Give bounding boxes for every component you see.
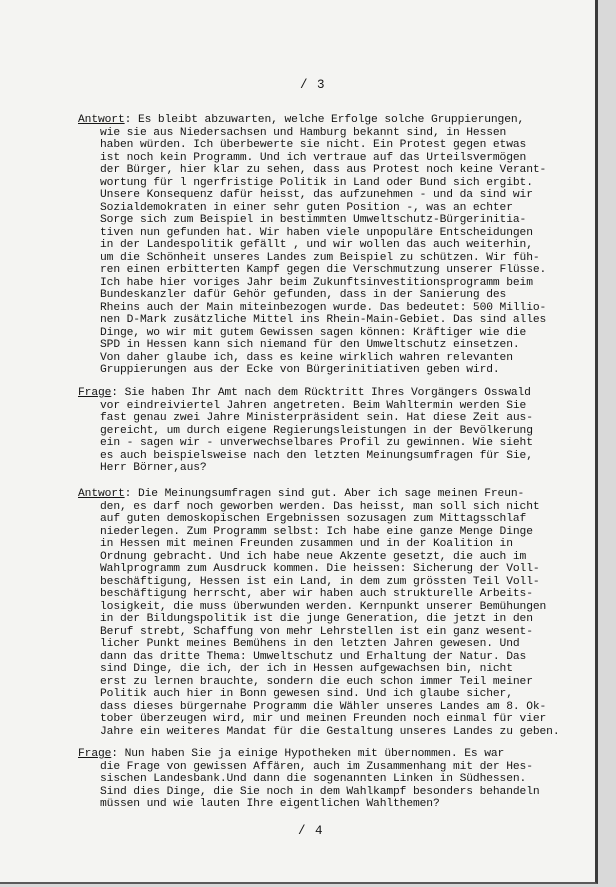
first-line-text: : Sie haben Ihr Amt nach dem Rücktritt Ihres Vorgängers Osswald [111, 387, 531, 399]
text-line: die Frage von gewissen Affären, auch im Zusammenhang mit der Hes- [100, 760, 533, 773]
text-line: ren einen erbitterten Kampf gegen die Verschmutzung unserer Flüsse. [100, 264, 547, 276]
text-line: Rheins auch der Main miteinbezogen wurde. Das bedeutet: 500 Millio- [100, 301, 547, 314]
text-line: sind Dinge, die ich, der ich in Hessen aufgewachsen bin, nicht [100, 663, 513, 675]
text-line: losigkeit, die muss überwunden werden. Kernpunkt unserer Bemühungen [100, 600, 547, 613]
speaker-label: Frage [78, 387, 112, 399]
text-line: sischen Landesbank.Und dann die sogenannten Linken in Südhessen. [100, 773, 527, 785]
text-line: es auch beispielsweise nach den letzten Meinungsumfragen für Sie, [100, 449, 533, 462]
text-line: tober überzeugen wird, mir und meinen Freunden noch einmal für vier [100, 713, 547, 725]
text-line: in der Bildungspolitik ist die junge Generation, die jetzt in den [100, 613, 533, 625]
text-line: beschäftigung, Hessen ist ein Land, in dem zum grössten Teil Voll- [100, 575, 540, 588]
text-line: in Hessen mit meinen Freunden zusammen und in der Koalition in [100, 538, 513, 550]
text-line: tiven nun gefunden hat. Wir haben viele unpopuläre Entscheidungen [100, 226, 533, 239]
text-line: gereicht, um durch eigene Regierungsleistungen in der Bevölkerung [100, 424, 533, 437]
text-line: Ich habe hier voriges Jahr beim Zukunftsinvestitionsprogramm beim [100, 276, 533, 289]
text-line: Herr Börner,aus? [100, 462, 207, 474]
text-line: Gruppierungen aus der Ecke von Bürgerinitiativen geben wird. [100, 364, 500, 376]
speaker-label: Frage [78, 748, 112, 760]
text-line: den, es darf noch geworben werden. Das heisst, man soll sich nicht [100, 500, 540, 513]
text-line: ist noch kein Programm. Und ich vertraue auf das Urteilsvermögen [100, 151, 527, 164]
text-line: licher Punkt meines Bemühens in den letzten Jahren gewesen. Und [100, 638, 520, 650]
text-line: fast genau zwei Jahre Ministerpräsident sein. Hat diese Zeit aus- [100, 412, 533, 424]
text-line: Jahre ein weiteres Mandat für die Gestaltung unseres Landes zu geben. [100, 725, 560, 738]
first-line-text: : Nun haben Sie ja einige Hypotheken mit übernommen. Es war [111, 748, 505, 760]
text-line: Sozialdemokraten in einer sehr guten Position -, was an echter [100, 201, 513, 214]
first-line-text: : Es bleibt abzuwarten, welche Erfolge solche Gruppierungen, [124, 114, 525, 126]
question-block [78, 387, 598, 475]
text-line: Beruf strebt, Schaffung von mehr Lehrstellen ist ein ganz wesent- [100, 625, 533, 638]
first-line [78, 114, 598, 127]
text-line: Wahlprogramm zum Ausdruck kommen. Die heissen: Sicherung der Voll- [100, 563, 540, 575]
first-line [78, 748, 598, 761]
text-line: Sorge sich zum Beispiel in bestimmten Umweltschutz-Bürgerinitia- [100, 214, 527, 226]
speaker-label: Antwort [78, 488, 125, 500]
answer-block [78, 488, 598, 738]
text-line: niederlegen. Zum Programm selbst: Ich habe eine ganze Menge Dinge [100, 525, 533, 538]
text-line: in der Landespolitik gefällt , und wir wollen das auch weiterhin, [100, 239, 533, 251]
text-line: SPD in Hessen kann sich niemand für den Umweltschutz einsetzen. [100, 339, 520, 351]
first-line [78, 387, 598, 400]
question-block [78, 748, 598, 811]
answer-block [78, 114, 598, 377]
text-line: Unsere Konsequenz dafür heisst, das aufzunehmen - und da sind wir [100, 189, 533, 201]
text-line: nen D-Mark zusätzliche Mittel ins Rhein-Main-Gebiet. Das sind alles [100, 314, 547, 326]
text-line: müssen und wie lauten Ihre eigentlichen Wahlthemen? [100, 798, 440, 810]
page-number: / 3 [300, 78, 326, 92]
text-line: der Bürger, hier klar zu sehen, dass aus Protest noch keine Verant- [100, 164, 547, 176]
text-line: Politik auch hier in Bonn gewesen sind. Und ich glaube sicher, [100, 688, 513, 700]
text-line: vor eindreiviertel Jahren angetreten. Beim Wahltermin werden Sie [100, 399, 527, 412]
text-line: auf guten demoskopischen Ergebnissen sozusagen zum Mittagsschlaf [100, 513, 527, 525]
text-line: dann das dritte Thema: Umweltschutz und Erhaltung der Natur. Das [100, 650, 527, 663]
text-line: dass dieses bürgernahe Programm die Wähler unseres Landes am 8. Ok- [100, 700, 547, 713]
text-line: wortung für l ngerfristige Politik in Land oder Bund sich ergibt. [100, 176, 533, 189]
text-line: Sind dies Dinge, die Sie noch in dem Wahlkampf besonders behandeln [100, 785, 540, 798]
text-line: Von daher glaube ich, dass es keine wirklich wahren relevanten [100, 351, 513, 364]
text-line: Bundeskanzler dafür Gehör gefunden, dass in der Sanierung des [100, 289, 507, 301]
text-line: erst zu lernen brauchte, sondern die euch schon immer Teil meiner [100, 675, 533, 688]
first-line [78, 488, 598, 501]
next-page-marker: / 4 [298, 824, 324, 838]
text-line: beschäftigung herrscht, aber wir haben auch strukturelle Arbeits- [100, 588, 533, 600]
first-line-text: : Die Meinungsumfragen sind gut. Aber ich sage meinen Freun- [124, 488, 525, 500]
speaker-label: Antwort [78, 114, 125, 126]
text-line: haben würden. Ich überbewerte sie nicht. Ein Protest gegen etwas [100, 139, 527, 151]
text-line: Ordnung gebracht. Und ich habe neue Akzente gesetzt, die auch im [100, 550, 527, 563]
text-line: wie sie aus Niedersachsen und Hamburg bekannt sind, in Hessen [100, 126, 507, 139]
text-line: ein - sagen wir - unverwechselbares Profil zu gewinnen. Wie sieht [100, 437, 533, 449]
text-line: um die Schönheit unseres Landes zum Beispiel zu schützen. Wir füh- [100, 251, 540, 264]
text-line: Dinge, wo wir mit gutem Gewissen sagen können: Kräftiger wie die [100, 326, 527, 339]
